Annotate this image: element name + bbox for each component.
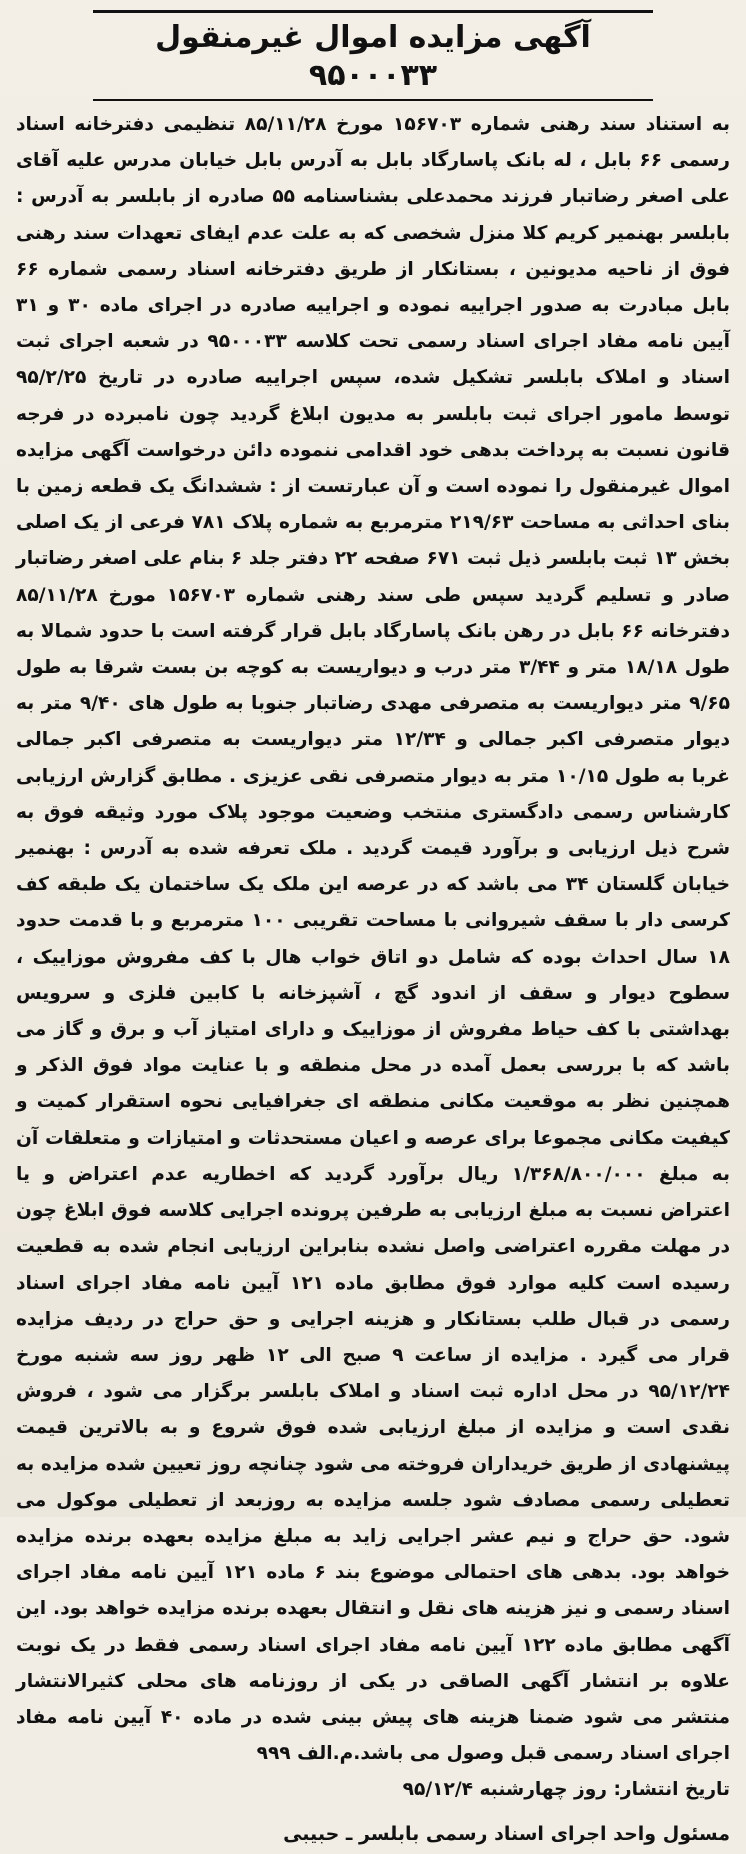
publication-date: تاریخ انتشار: روز چهارشنبه ۹۵/۱۲/۴ bbox=[402, 1779, 730, 1801]
notice-body bbox=[12, 107, 734, 1772]
title-box bbox=[93, 10, 653, 101]
notice-body-paragraph: به استناد سند رهنی شماره ۱۵۶۷۰۳ مورخ ۸۵/۱۱/۲۸ تنظیمی دفترخانه اسناد رسمی ۶۶ بابل ، له بانک پاسارگاد بابل به آدرس بابل خیابان مدرس علیه آقای علی اصغر رضاتبار فرزند محمدعلی بشناسنامه ۵۵ صادره از بابلسر به آدرس : بابلسر بهنمیر کریم کلا منزل شخصی که به علت عدم ایفای تعهدات سند رهنی فوق از ناحیه مدیونین ، بستانکار از طریق دفترخانه اسناد رسمی شماره ۶۶ بابل مبادرت به صدور اجراییه نموده و اجراییه صادره در اجرای ماده ۳۰ و ۳۱ آیین نامه مفاد اجرای اسناد رسمی تحت کلاسه ۹۵۰۰۰۳۳ در شعبه اجرای ثبت اسناد و املاک بابلسر تشکیل شده، سپس اجراییه صادره در تاریخ ۹۵/۲/۲۵ توسط مامور اجرای ثبت بابلسر به مدیون ابلاغ گردید چون نامبرده در فرجه قانون نسبت به پرداخت بدهی خود اقدامی ننموده دائن درخواست آگهی مزایده اموال غیرمنقول را نموده است و آن عبارتست از : ششدانگ یک قطعه زمین با بنای احداثی به مساحت ۲۱۹/۶۳ مترمربع به شماره پلاک ۷۸۱ فرعی از یک اصلی بخش ۱۳ ثبت بابلسر ذیل ثبت ۶۷۱ صفحه ۲۲ دفتر جلد ۶ بنام علی اصغر رضاتبار صادر و تسلیم گردید سپس طی سند رهنی شماره ۱۵۶۷۰۳ مورخ ۸۵/۱۱/۲۸ دفترخانه ۶۶ بابل در رهن بانک پاسارگاد بابل قرار گرفته است با حدود شمالا به طول ۱۸/۱۸ متر و ۳/۴۴ متر درب و دیواریست به کوچه بن بست شرقا به طول ۹/۶۵ متر دیواریست به متصرفی مهدی رضاتبار جنوبا به طول های ۹/۴۰ متر به دیوار متصرفی اکبر جمالی و ۱۲/۳۴ متر دیواریست به متصرفی اکبر جمالی غربا به طول ۱۰/۱۵ متر به دیوار متصرفی نقی عزیزی . مطابق گزارش ارزیابی کارشناس رسمی دادگستری منتخب وضعیت موجود پلاک مورد وثیقه فوق به شرح ذیل ارزیابی و برآورد قیمت گردید . ملک تعرفه شده به آدرس : بهنمیر خیابان گلستان ۳۴ می باشد که در عرصه این ملک یک ساختمان یک طبقه کف کرسی دار با سقف شیروانی با مساحت تقریبی ۱۰۰ مترمربع و با قدمت حدود ۱۸ سال احداث بوده که شامل دو اتاق خواب هال با کف مفروش موزاییک ، سطوح دیوار و سقف از اندود گچ ، آشپزخانه با کابین فلزی و سرویس بهداشتی با کف حیاط مفروش از موزاییک و دارای امتیاز آب و برق و گاز می باشد که با بررسی بعمل آمده در محل منطقه و با عنایت مواد فوق الذکر و همچنین نظر به موقعیت مکانی منطقه ای جغرافیایی نحوه استقرار کمیت و کیفیت مکانی مجموعا برای عرصه و اعیان مستحدثات و امتیازات و متعلقات آن به مبلغ ۱/۳۶۸/۸۰۰/۰۰۰ ریال برآورد گردید که اخطاریه عدم اعتراض و یا اعتراض نسبت به مبلغ ارزیابی به طرفین پرونده اجرایی کلاسه فوق ابلاغ چون در مهلت مقرره اعتراضی واصل نشده بنابراین ارزیابی انجام شده به قطعیت رسیده است کلیه موارد فوق مطابق ماده ۱۲۱ آیین نامه مفاد اجرای اسناد رسمی در قبال طلب بستانکار و هزینه اجرایی و حق حراج در ردیف مزایده قرار می گیرد . مزایده از ساعت ۹ صبح الی ۱۲ ظهر روز سه شنبه مورخ ۹۵/۱۲/۲۴ در محل اداره ثبت اسناد و املاک بابلسر برگزار می شود ، فروش نقدی است و مزایده از مبلغ ارزیابی شده فوق شروع و به بالاترین قیمت پیشنهادی از طریق خریداران فروخته می شود چنانچه روز تعیین شده مزایده به تعطیلی رسمی مصادف شود جلسه مزایده به روزبعد از تعطیلی موکول می شود. حق حراج و نیم عشر اجرایی زاید به مبلغ مزایده بعهده برنده مزایده خواهد بود. بدهی های احتمالی موضوع بند ۶ ماده ۱۲۱ آیین نامه مفاد اجرای اسناد رسمی و نیز هزینه های نقل و انتقال بعهده برنده مزایده خواهد بود. این آگهی مطابق ماده ۱۲۲ آیین نامه مفاد اجرای اسناد رسمی فقط در یک نوبت علاوه بر انتشار آگهی الصاقی در یکی از روزنامه های محلی کثیرالانتشار منتشر می شود ضمنا هزینه های پیش بینی شده در ماده ۴۰ آیین نامه مفاد اجرای اسناد رسمی قبل وصول می باشد.م.الف ۹۹۹ bbox=[16, 114, 731, 1765]
notice-title: آگهی مزایده اموال غیرمنقول ۹۵۰۰۰۳۳ bbox=[155, 20, 591, 93]
signature: مسئول واحد اجرای اسناد رسمی بابلسر ـ حبیبی bbox=[283, 1823, 730, 1846]
